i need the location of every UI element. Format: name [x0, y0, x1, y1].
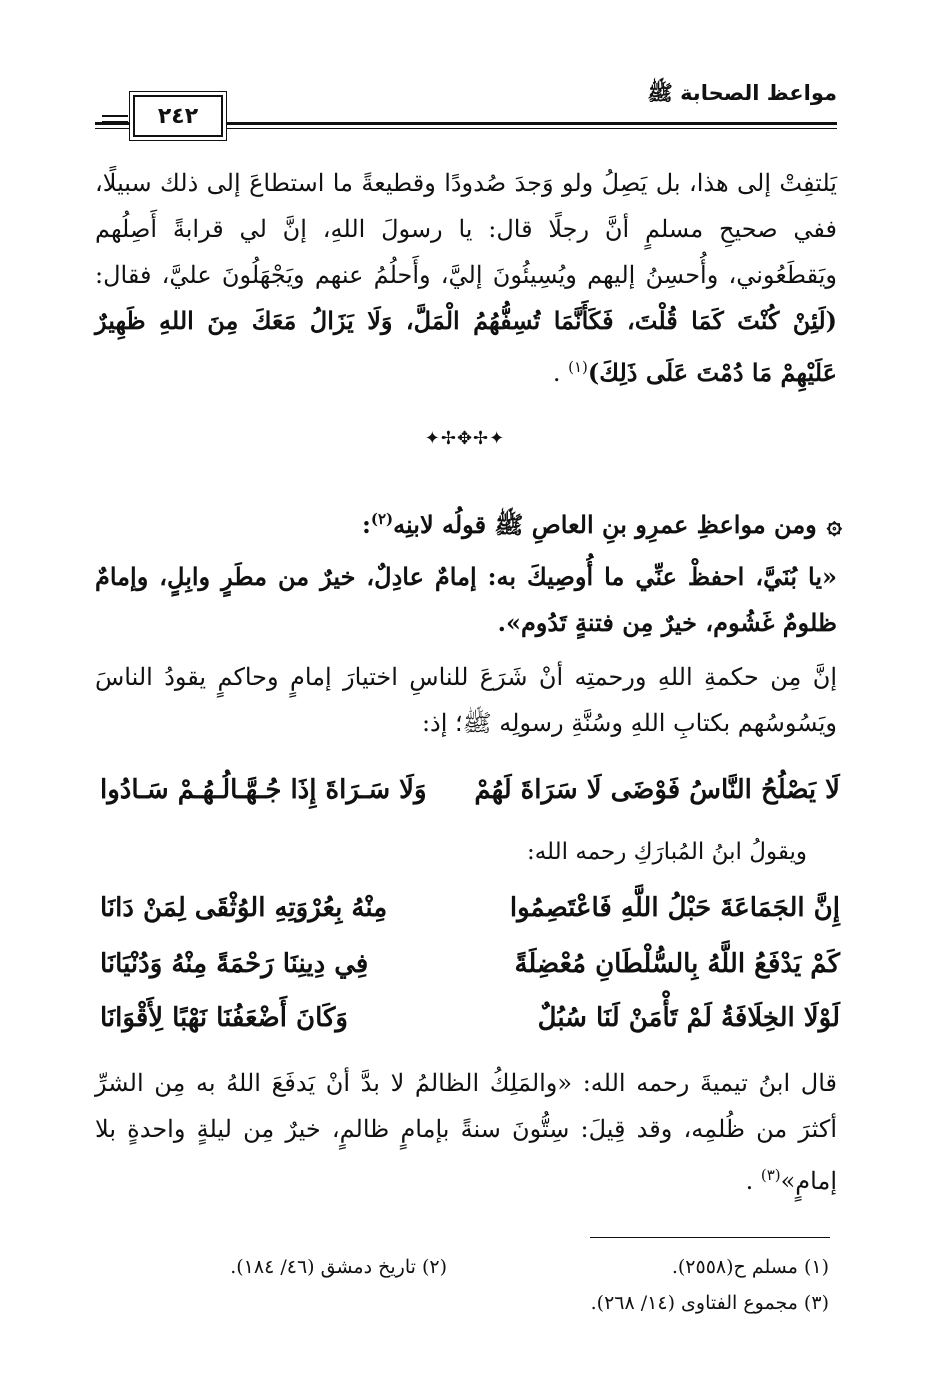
ornamental-divider: ✦✢✥✢✦	[424, 427, 506, 449]
verse-first-half: كَمْ يَدْفَعُ اللَّهُ بِالسُّلْطَانِ مُعْضِلَةً	[514, 949, 840, 979]
footnote-2: (٢) تاريخ دمشق (٤٦/ ١٨٤).	[230, 1256, 447, 1278]
footnote-marker: (٢)	[370, 510, 394, 528]
verse-second-half: مِنْهُ بِعُرْوَتِهِ الوُثْقَى لِمَنْ دَانَا	[100, 893, 388, 923]
poem-verse	[100, 940, 840, 988]
paragraph-text: يَلتفِتْ إلى هذا، بل يَصِلُ ولو وَجدَ صُدودًا وقطيعةً ما استطاعَ إلى ذلك سبيلًا، ففي صحيحِ مسلمٍ أنَّ رجلًا قال: يا رسولَ اللهِ، إنَّ لي قرابةً أَصِلُهم ويَقطَعُوني، وأُحسِنُ إليهم ويُسِيئُونَ إليَّ، وأَحلُمُ عنهم ويَجْهَلُونَ عليَّ، فقال:	[95, 169, 837, 289]
paragraph-hadith	[95, 160, 837, 396]
sentence-end: .	[552, 359, 569, 387]
page-number-ornament	[102, 121, 128, 123]
page-number: ٢٤٢	[133, 95, 223, 137]
heading-text: ومن مواعظِ عمرِو بنِ العاصِ ﷺ قولُه لابنِه	[393, 510, 817, 539]
poem-verse	[100, 766, 840, 814]
footnote-marker: (١)	[568, 358, 588, 376]
poem-verse	[100, 994, 840, 1042]
verse-second-half: وَكَانَ أَضْعَفُنَا نَهْبًا لِأَقْوَانَا	[100, 1003, 348, 1033]
footnote-3: (٣) مجموع الفتاوى (١٤/ ٢٦٨).	[590, 1292, 829, 1314]
verse-second-half: وَلَا سَـرَاةَ إِذَا جُـهَّـالُـهُـمْ سَـادُوا	[100, 775, 427, 805]
footnote-1: (١) مسلم ح(٢٥٥٨).	[671, 1256, 829, 1278]
sentence-end: .	[745, 1167, 761, 1195]
paragraph-text: قال ابنُ تيميةَ رحمه الله: «والمَلِكُ الظالمُ لا بدَّ أنْ يَدفَعَ اللهُ به مِن الشرِّ أكثرَ من ظُلمِه، وقد قِيلَ: سِتُّونَ سنةً بإمامٍ ظالمٍ، خيرٌ مِن ليلةٍ واحدةٍ بلا إمامٍ»	[95, 1069, 838, 1195]
verse-second-half: فِي دِينِنَا رَحْمَةً مِنْهُ وَدُنْيَانَا	[100, 949, 369, 979]
poem-verse	[100, 884, 840, 932]
verse-first-half: إِنَّ الجَمَاعَةَ حَبْلُ اللَّهِ فَاعْتَصِمُوا	[509, 893, 840, 923]
heading-end: :	[362, 510, 371, 539]
hadith-quote: (لَئِنْ كُنْتَ كَمَا قُلْتَ، فَكَأَنَّمَا تُسِفُّهُمُ الْمَلَّ، وَلَا يَزَالُ مَعَكَ مِنَ اللهِ ظَهِيرٌ عَلَيْهِمْ مَا دُمْتَ عَلَى ذَلِكَ)	[95, 306, 837, 387]
flower-bullet-icon: ۞	[826, 510, 842, 540]
verse-first-half: لَوْلَا الخِلَافَةُ لَمْ تَأْمَنْ لَنَا سُبُلٌ	[537, 1003, 840, 1033]
paragraph-ibn-taymiyya	[95, 1060, 837, 1204]
footnote-separator	[590, 1237, 830, 1238]
footnote-marker: (٣)	[760, 1166, 781, 1184]
verse-first-half: لَا يَصْلُحُ النَّاسُ فَوْضَى لَا سَرَاةَ لَهُمْ	[474, 775, 840, 805]
attribution-line: ويقولُ ابنُ المُبارَكِ رحمه الله:	[526, 839, 807, 865]
page-number-ornament	[102, 115, 128, 117]
section-heading	[100, 496, 842, 548]
quote-text: «يا بُنَيَّ، احفظْ عنِّي ما أُوصِيكَ به: إمامٌ عادِلٌ، خيرٌ من مطَرٍ وابِلٍ، وإمامٌ ظلومٌ غَشُوم، خيرٌ مِن فتنةٍ تَدُوم».	[95, 562, 837, 637]
running-title: مواعظ الصحابة ﷺ	[647, 81, 837, 105]
paragraph-text: إنَّ مِن حكمةِ اللهِ ورحمتِه أنْ شَرَعَ للناسِ اختيارَ إمامٍ وحاكمٍ يقودُ الناسَ ويَسُوسُهم بكتابِ اللهِ وسُنَّةِ رسولِه ﷺ؛ إذ:	[95, 663, 837, 737]
